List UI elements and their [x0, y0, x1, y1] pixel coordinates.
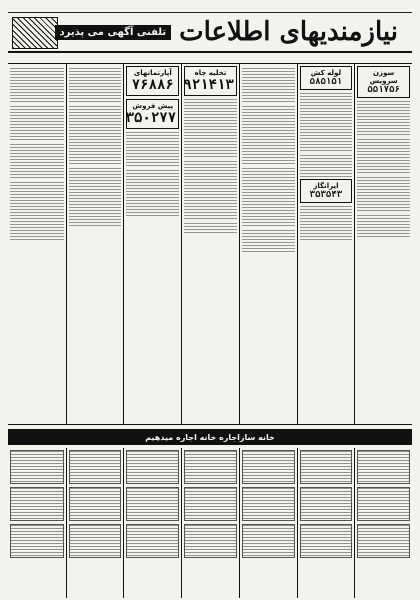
ad-box: لوله کش ۵۸۵۱۵۱	[300, 66, 353, 90]
column-2	[297, 64, 355, 424]
column-5	[123, 64, 181, 424]
column-4	[181, 64, 239, 424]
ad-box: ایرانگاز ۳۵۳۵۴۳	[300, 179, 353, 203]
phone-line	[8, 53, 412, 64]
page-title: نیازمندیهای اطلاعات	[179, 17, 398, 47]
header-line	[8, 4, 412, 13]
ad-box: سوزن سرویس ۵۵۱۷۵۶	[357, 66, 410, 98]
ad-box: تخلیه چاه ۹۲۱۴۱۳	[184, 66, 237, 96]
column-7	[8, 64, 66, 424]
classified-columns	[8, 64, 412, 425]
logo-icon	[12, 17, 58, 49]
ad-box: آپارتمانهای ۷۶۸۸۶	[126, 66, 179, 96]
ad-box: پیش فروش ۳۵۰۲۷۷	[126, 99, 179, 129]
column-3	[239, 64, 297, 424]
lower-ads	[8, 448, 412, 598]
tagline: تلفنی آگهی می پذیرد	[55, 25, 172, 40]
masthead	[8, 13, 412, 53]
column-1	[354, 64, 412, 424]
column-6	[66, 64, 124, 424]
rental-banner: خانه سازاجاره خانه اجاره میدهیم	[8, 429, 412, 445]
